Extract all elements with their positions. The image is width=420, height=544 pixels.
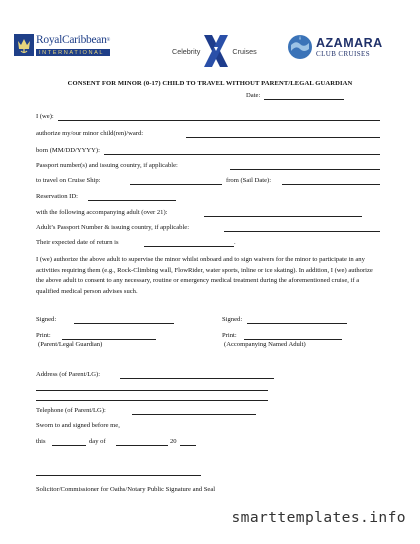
parent-caption: (Parent/Legal Guardian)	[38, 341, 103, 348]
year-field[interactable]	[180, 445, 196, 446]
adult-passport-field[interactable]	[224, 231, 380, 232]
passport-label: Passport number(s) and issuing country, if applicable:	[36, 162, 178, 169]
address-line-1[interactable]	[120, 378, 274, 379]
azamara-logo	[286, 33, 383, 61]
azamara-name: AZAMARA	[316, 35, 383, 50]
parent-print-field[interactable]	[62, 339, 156, 340]
birth-date-field[interactable]	[104, 154, 380, 155]
adult-print-label: Print:	[222, 332, 237, 339]
parent-names-field[interactable]	[58, 120, 380, 121]
return-date-period: .	[234, 239, 236, 246]
sail-date-field[interactable]	[282, 184, 380, 185]
celebrity-cruises-logo	[172, 34, 257, 68]
sworn-statement: Sworn to and signed before me,	[36, 422, 120, 429]
adult-signed-label: Signed:	[222, 316, 243, 323]
address-label: Address (of Parent/LG):	[36, 371, 101, 378]
accompanying-adult-field[interactable]	[204, 216, 362, 217]
rc-tagline: INTERNATIONAL	[36, 49, 110, 56]
accompanying-adult-label: with the following accompanying adult (over 21):	[36, 209, 168, 216]
adult-passport-label: Adult’s Passport Number & issuing country, if applicable:	[36, 224, 190, 231]
return-date-field[interactable]	[144, 246, 234, 247]
notary-caption: Solicitor/Commissioner for Oaths/Notary Public Signature and Seal	[36, 486, 216, 493]
adult-caption: (Accompanying Named Adult)	[224, 341, 306, 348]
address-line-3[interactable]	[36, 400, 268, 401]
return-date-label: Their expected date of return is	[36, 239, 119, 246]
authorization-paragraph: I (we) authorize the above adult to supervise the minor whilst onboard and to sign waivers for the minor to participate in any activities requiring them (e.g., Rock-Climbing wall, FlowRider, water sports, inline or ice skating). In addition, I (we) authorize the above adult to consent to any necessary, routine or emergency medical treatment during the aforementioned cruise, if a qualified medical person advises such.	[36, 256, 373, 295]
year-prefix: 20	[170, 438, 177, 445]
rc-name: RoyalCaribbean	[36, 34, 107, 46]
site-watermark: smarttemplates.info	[231, 509, 406, 526]
born-label: born (MM/DD/YYYY):	[36, 147, 100, 154]
telephone-field[interactable]	[132, 414, 256, 415]
azamara-tagline: CLUB CRUISES	[316, 49, 371, 58]
child-names-field[interactable]	[186, 137, 380, 138]
cruises-word: Cruises	[232, 46, 257, 56]
ship-label: to travel on Cruise Ship:	[36, 177, 101, 184]
royal-caribbean-logo	[14, 34, 110, 56]
i-we-label: I (we):	[36, 113, 54, 120]
year-label	[170, 438, 177, 446]
adult-print-field[interactable]	[244, 339, 342, 340]
globe-icon	[286, 33, 314, 61]
parent-signed-label: Signed:	[36, 316, 57, 323]
form-title: CONSENT FOR MINOR (0-17) CHILD TO TRAVEL WITHOUT PARENT/LEGAL GUARDIAN	[67, 80, 353, 87]
adult-signature-field[interactable]	[247, 323, 347, 324]
date-field[interactable]	[264, 99, 344, 100]
authorize-label: authorize my/our minor child(ren)/ward:	[36, 130, 144, 137]
notary-signature-field[interactable]	[36, 475, 201, 476]
parent-signature-field[interactable]	[74, 323, 174, 324]
date-label: Date:	[246, 92, 261, 99]
reservation-label: Reservation ID:	[36, 193, 78, 200]
this-label: this	[36, 438, 46, 445]
cruise-ship-field[interactable]	[130, 184, 222, 185]
crown-anchor-icon	[14, 34, 34, 56]
day-field[interactable]	[52, 445, 86, 446]
telephone-label: Telephone (of Parent/LG):	[36, 407, 106, 414]
day-of-label: day of	[89, 438, 106, 445]
passport-field[interactable]	[230, 169, 380, 170]
celebrity-word: Celebrity	[172, 46, 201, 56]
address-line-2[interactable]	[36, 390, 268, 391]
x-mark-icon	[201, 34, 231, 68]
rc-registered-mark: ®	[106, 38, 111, 43]
sail-date-label: from (Sail Date):	[226, 177, 272, 184]
parent-print-label: Print:	[36, 332, 51, 339]
reservation-id-field[interactable]	[88, 200, 176, 201]
month-field[interactable]	[116, 445, 168, 446]
